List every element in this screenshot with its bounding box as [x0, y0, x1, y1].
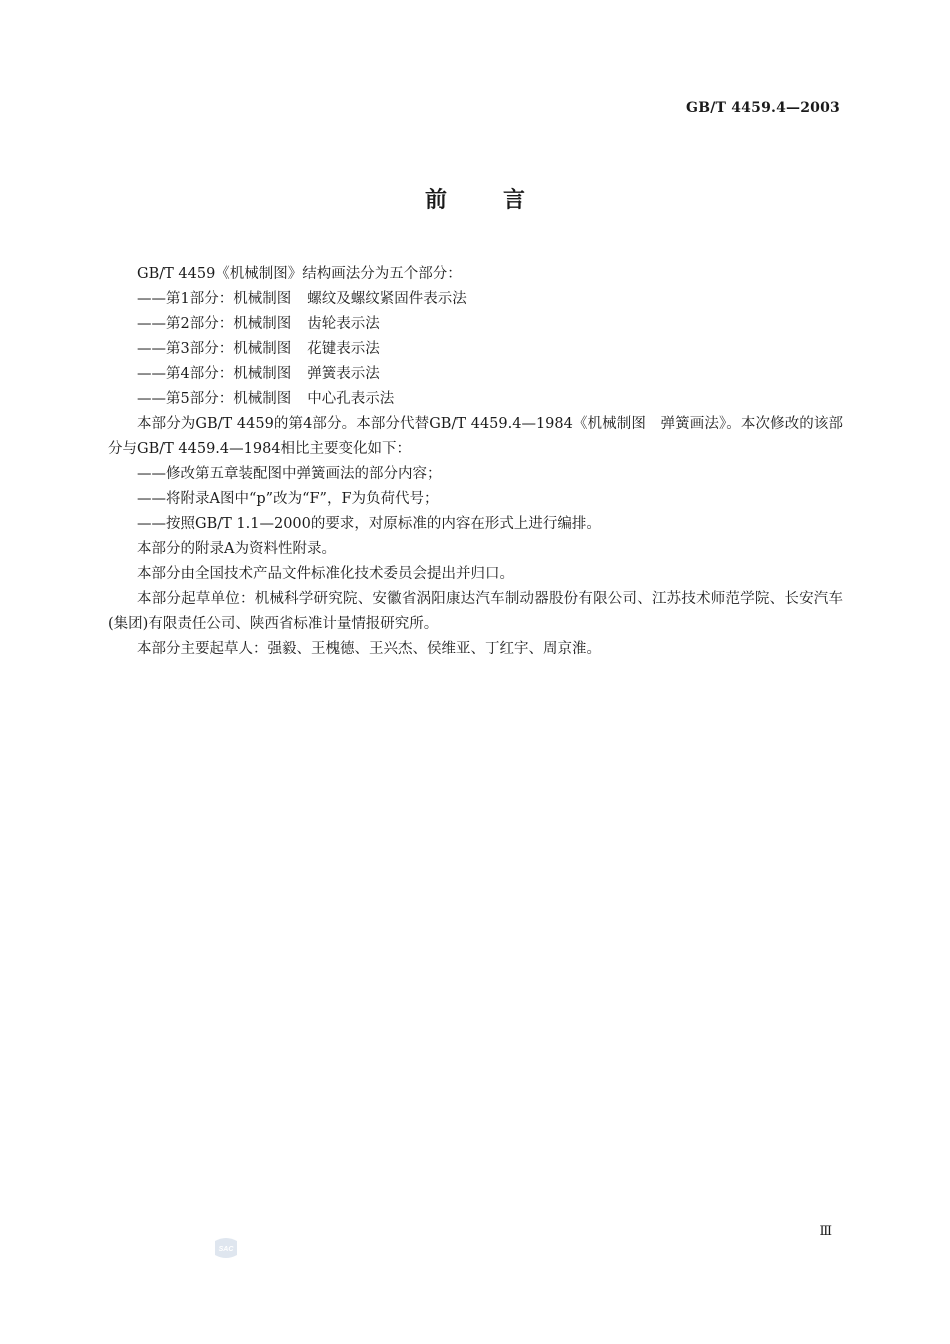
page-title: 前言 — [424, 187, 581, 213]
item-prefix: ——第5部分：机械制图 — [137, 391, 292, 407]
list-item-part-4 — [108, 362, 843, 387]
standard-code: GB/T 4459.4—2003 — [686, 100, 840, 116]
sac-logo — [213, 1236, 239, 1260]
change-item-3: ——按照GB/T 1.1—2000的要求，对原标准的内容在形式上进行编排。 — [137, 516, 601, 532]
item-prefix: ——第4部分：机械制图 — [137, 366, 292, 382]
list-item-part-1 — [108, 287, 843, 312]
paragraph-drafting-units: 本部分起草单位：机械科学研究院、安徽省涡阳康达汽车制动器股份有限公司、江苏技术师范学院、长安汽车(集团)有限责任公司、陕西省标准计量情报研究所。 — [108, 591, 843, 632]
page-number: Ⅲ — [819, 1224, 832, 1239]
document-body — [108, 262, 843, 662]
item-subject: 齿轮表示法 — [307, 316, 380, 332]
paragraph-appendix: 本部分的附录A为资料性附录。 — [137, 541, 336, 557]
list-item-part-2 — [108, 312, 843, 337]
list-item-part-5 — [108, 387, 843, 412]
item-subject: 花键表示法 — [307, 341, 380, 357]
paragraph-drafters: 本部分主要起草人：强毅、王槐德、王兴杰、侯维亚、丁红宇、周京淮。 — [137, 641, 601, 657]
change-item-1: ——修改第五章装配图中弹簧画法的部分内容； — [137, 466, 442, 482]
item-subject: 中心孔表示法 — [307, 391, 395, 407]
sac-logo-text: SAC — [218, 1246, 234, 1253]
item-prefix: ——第3部分：机械制图 — [137, 341, 292, 357]
change-item-2: ——将附录A图中“p”改为“F”，F为负荷代号； — [137, 491, 439, 507]
paragraph-proposer: 本部分由全国技术产品文件标准化技术委员会提出并归口。 — [137, 566, 514, 582]
item-prefix: ——第1部分：机械制图 — [137, 291, 292, 307]
item-subject: 弹簧表示法 — [307, 366, 380, 382]
list-item-part-3 — [108, 337, 843, 362]
paragraph-intro: GB/T 4459《机械制图》结构画法分为五个部分： — [137, 266, 462, 282]
item-prefix: ——第2部分：机械制图 — [137, 316, 292, 332]
paragraph-replacement: 本部分为GB/T 4459的第4部分。本部分代替GB/T 4459.4—1984《机械制图 弹簧画法》。本次修改的该部分与GB/T 4459.4—1984相比主要变化如下： — [108, 416, 843, 457]
item-subject: 螺纹及螺纹紧固件表示法 — [307, 291, 467, 307]
